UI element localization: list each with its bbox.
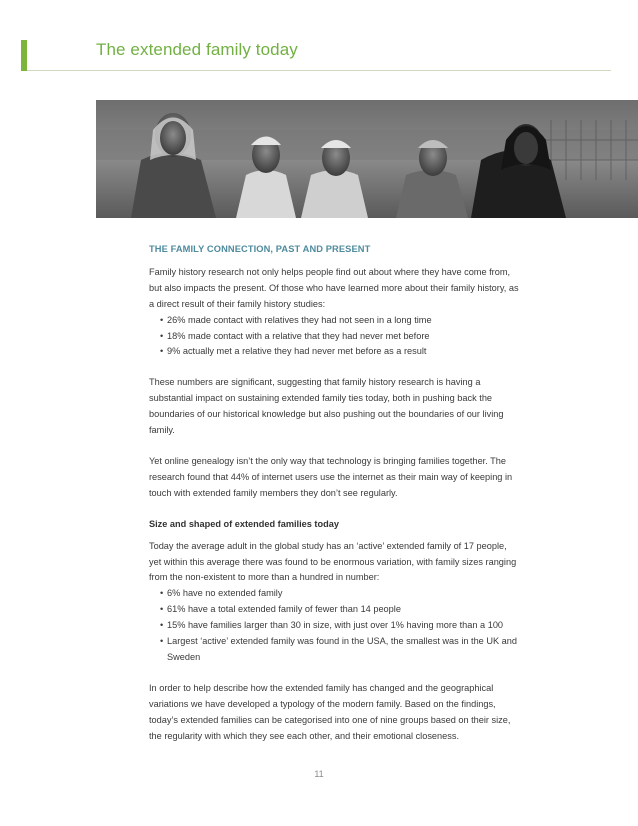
family-size-list bbox=[149, 586, 521, 666]
list-item: • 15% have families larger than 30 in size, with just over 1% having more than a 100 bbox=[160, 618, 521, 634]
list-item: • 18% made contact with a relative that they had never met before bbox=[160, 329, 521, 345]
intro-paragraph: Family history research not only helps people find out about where they have come from, but also impacts the present. Of those who have learned more about their family history, as a direct result of their family history studies: bbox=[149, 266, 519, 309]
subheading: Size and shaped of extended families today bbox=[149, 518, 339, 529]
historical-family-photo bbox=[96, 100, 638, 218]
typology-paragraph: In order to help describe how the extended family has changed and the geographical variations we have developed a typology of the modern family. Based on the findings, today’s extended families can be categorised into one of nine groups based on their size, the regularity with which they see each other, and their emotional closeness. bbox=[149, 682, 511, 741]
article-body bbox=[149, 242, 521, 744]
list-item: • 26% made contact with relatives they had not seen in a long time bbox=[160, 313, 521, 329]
list-item: • 6% have no extended family bbox=[160, 586, 521, 602]
page-title: The extended family today bbox=[96, 40, 298, 59]
significance-paragraph: These numbers are significant, suggesting that family history research is having a substantial impact on sustaining extended family ties today, both in pushing back the boundaries of our historical knowledge but also pushing out the boundaries of our living family. bbox=[149, 377, 504, 436]
page-number: 11 bbox=[314, 769, 324, 779]
family-size-paragraph: Today the average adult in the global study has an ‘active’ extended family of 17 people, yet within this average there was found to be enormous variation, with family sizes ranging from the non-existent to more than a hundred in number: bbox=[149, 540, 517, 583]
list-item: • 9% actually met a relative they had never met before as a result bbox=[160, 344, 521, 360]
contact-stats-list bbox=[149, 313, 521, 361]
technology-paragraph: Yet online genealogy isn’t the only way that technology is bringing families together. The research found that 44% of internet users use the internet as their main way of keeping in touch with extended family members they don’t see regularly. bbox=[149, 455, 513, 498]
list-item: • Largest ‘active’ extended family was found in the USA, the smallest was in the UK and Sweden bbox=[160, 634, 521, 666]
section-heading: THE FAMILY CONNECTION, PAST AND PRESENT bbox=[149, 244, 371, 254]
list-item: • 61% have a total extended family of fewer than 14 people bbox=[160, 602, 521, 618]
header-rule bbox=[27, 70, 611, 71]
title-accent-bar bbox=[21, 40, 27, 71]
